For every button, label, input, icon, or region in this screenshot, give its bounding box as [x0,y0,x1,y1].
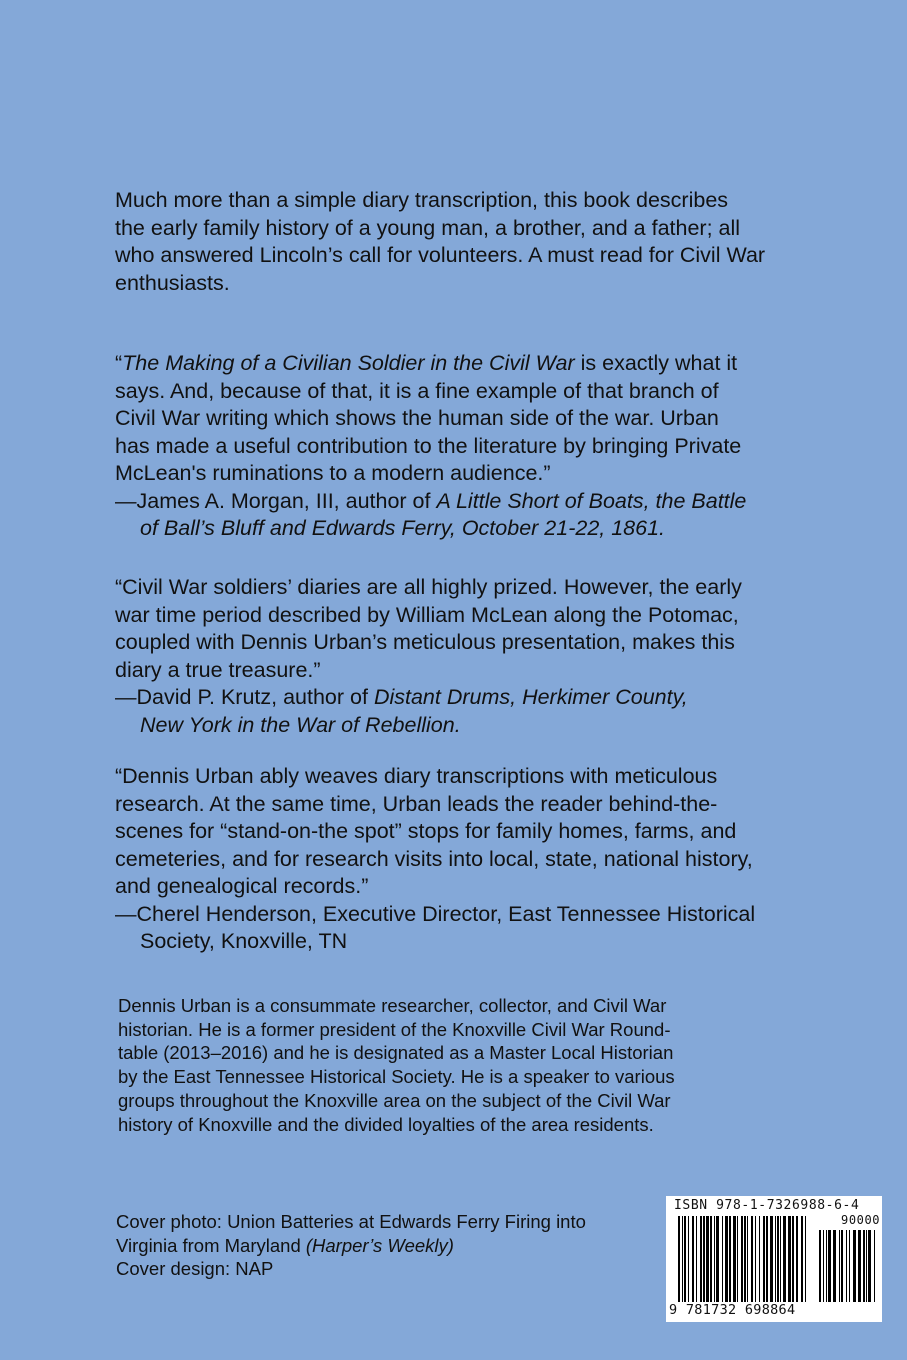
blurb [115,187,765,297]
barcode-bar [868,1230,871,1302]
cover-photo-credit: Cover photo: Union Batteries at Edwards Ferry Firing into [116,1211,586,1232]
barcode-bar [716,1216,719,1302]
credits [116,1210,586,1281]
bio-line: table (2013–2016) and he is designated as a Master Local Historian [118,1042,674,1064]
barcode-bar [678,1216,680,1302]
barcode-bar [766,1216,768,1302]
barcode-bar [696,1216,697,1302]
review-krutz [115,574,742,739]
cover-design-credit: Cover design: NAP [116,1258,274,1280]
review-henderson [115,763,755,956]
attribution-prefix: —James A. Morgan, III, author of [115,488,437,513]
barcode-bar [858,1230,861,1302]
barcode-bar [805,1216,806,1302]
barcode-bar [700,1216,702,1302]
bio-line: groups throughout the Knoxville area on the subject of the Civil War [118,1089,671,1111]
blurb-line: the early family history of a young man, a brother, and a father; all [115,215,741,240]
barcode-bar [729,1216,731,1302]
barcode-bar [777,1216,779,1302]
barcode-bar [823,1230,824,1302]
book-title: The Making of a Civilian Soldier in the Civil War [122,351,575,375]
barcode-bar [826,1230,827,1302]
barcode-bar [710,1216,712,1302]
review-line: Civil War writing which shows the human side of the war. Urban [115,406,719,430]
bio-line: historian. He is a former president of the Knoxville Civil War Round- [118,1018,671,1040]
review-line: says. And, because of that, it is a fine example of that branch of [115,378,719,403]
barcode-bar [819,1230,821,1302]
review-text: is exactly what it [574,351,738,375]
review-attribution [115,488,746,516]
barcode-bar [741,1216,743,1302]
barcode-bar [833,1230,836,1302]
review-line [115,350,746,378]
barcode-bar [801,1216,803,1302]
review-attribution-cont: Society, Knoxville, TN [140,929,348,953]
barcode-bar [796,1216,798,1302]
barcode-bar [770,1216,773,1302]
blurb-line: enthusiasts. [115,270,230,295]
barcode-bar [747,1216,748,1302]
review-line: and genealogical records.” [115,874,369,898]
review-line: scenes for “stand-on-the spot” stops for family homes, farms, and [115,819,737,843]
price-addon: 90000 [841,1213,881,1227]
barcode-bar [725,1216,728,1302]
barcode-bar [744,1216,746,1302]
barcode-bar [692,1216,694,1302]
attribution-book-title: A Little Short of Boats, the Battle [436,488,747,513]
barcode-bar [874,1230,875,1302]
barcode-bar [853,1230,856,1302]
barcode-bar [759,1216,760,1302]
barcode-bar [849,1230,850,1302]
author-bio [118,994,675,1136]
review-attribution-cont [115,712,742,740]
bio-line: Dennis Urban is a consummate researcher, collector, and Civil War [118,995,667,1016]
barcode-bar [737,1216,738,1302]
barcode-bar [828,1230,831,1302]
bio-line: by the East Tennessee Historical Society. He is a speaker to various [118,1066,675,1088]
isbn-label: ISBN 978-1-7326988-6-4 [674,1198,860,1213]
attribution-prefix: —David P. Krutz, author of [115,685,374,709]
review-line: war time period described by William McLean along the Potomac, [115,602,739,627]
barcode-bar [703,1216,705,1302]
review-line: diary a true treasure.” [115,657,321,682]
attribution-book-title: of Ball’s Bluff and Edwards Ferry, October 21-22, 1861. [140,516,666,540]
attribution-book-title: Distant Drums, Herkimer County, [373,685,688,709]
review-line: McLean's ruminations to a modern audience.” [115,461,551,485]
review-morgan [115,350,746,543]
attribution-book-title: New York in the War of Rebellion. [140,712,461,737]
blurb-line: who answered Lincoln’s call for volunteers. A must read for Civil War [115,243,766,267]
ean-digits: 9 781732 698864 [669,1302,796,1318]
review-line: “Dennis Urban ably weaves diary transcriptions with meticulous [115,764,718,788]
barcode-bar [780,1216,781,1302]
barcode-bar [788,1216,791,1302]
photo-source: (Harper’s Weekly) [305,1234,454,1256]
barcode-bar [792,1216,794,1302]
barcode-bar [688,1216,689,1302]
isbn-barcode [666,1196,882,1322]
barcode-bar [866,1230,867,1302]
review-attribution-cont [115,515,746,543]
barcode-bar [684,1216,686,1302]
review-line: research. At the same time, Urban leads the reader behind-the- [115,791,718,816]
review-line: cemeteries, and for research visits into local, state, national history, [115,846,753,871]
bio-line: history of Knoxville and the divided loyalties of the area residents. [118,1113,654,1135]
barcode-bar [706,1216,709,1302]
review-line: has made a useful contribution to the literature by bringing Private [115,433,742,458]
barcode-bar [846,1230,847,1302]
open-quote: “ [115,351,123,375]
barcode-bar [682,1216,683,1302]
barcode-bar [722,1216,723,1302]
review-line: “Civil War soldiers’ diaries are all highly prized. However, the early [115,575,742,599]
barcode-bar [763,1216,765,1302]
barcode-bar [839,1230,840,1302]
review-attribution: —Cherel Henderson, Executive Director, East Tennessee Historical [115,901,756,926]
photo-location: Virginia from Maryland [116,1234,306,1256]
barcode-bar [751,1216,753,1302]
barcode-bar [775,1216,776,1302]
barcode-bar [863,1230,865,1302]
barcode-bar [714,1216,715,1302]
barcode-bar [841,1230,843,1302]
review-attribution [115,684,742,712]
barcode-bar [755,1216,756,1302]
barcode-bar [783,1216,786,1302]
cover-photo-credit-cont [116,1234,586,1258]
blurb-line: Much more than a simple diary transcription, this book describes [115,188,729,212]
review-line: coupled with Dennis Urban’s meticulous presentation, makes this [115,630,735,654]
barcode-bar [733,1216,736,1302]
